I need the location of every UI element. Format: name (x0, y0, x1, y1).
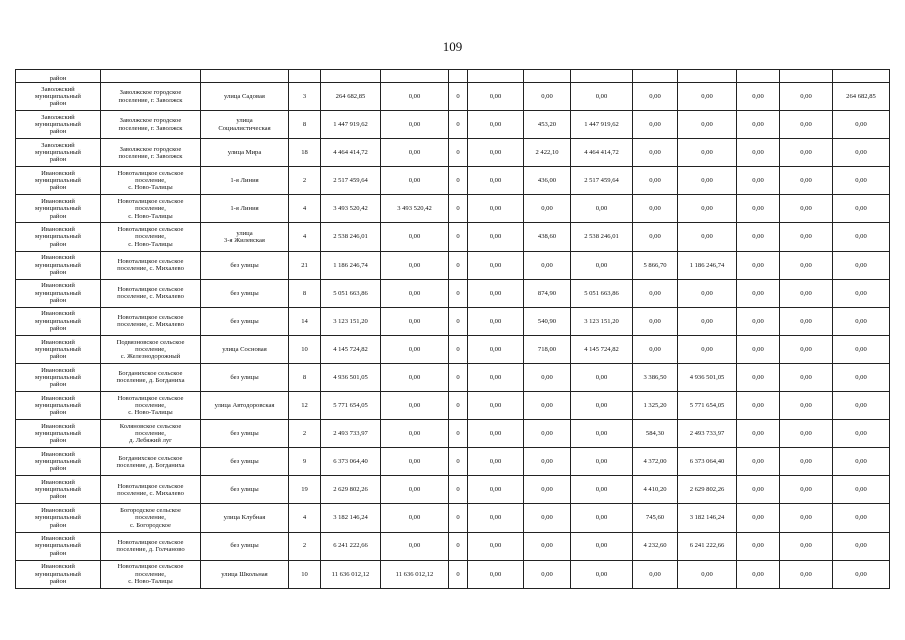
col13-cell: 0,00 (737, 392, 780, 420)
col14-cell: 0,00 (780, 560, 833, 588)
col13-cell: 0,00 (737, 532, 780, 560)
col13-cell: 0,00 (737, 223, 780, 251)
settlement-cell: Новоталицкое сельское поселение, с. Ново-Талицы (101, 392, 201, 420)
street-cell: без улицы (201, 476, 289, 504)
settlement-cell: Новоталицкое сельское поселение, д. Голчаново (101, 532, 201, 560)
col9-cell: 453,20 (524, 111, 571, 139)
settlement-cell: Богданихское сельское поселение, д. Богданиха (101, 363, 201, 391)
street-cell: улица Садовая (201, 83, 289, 111)
col15-cell: 0,00 (833, 420, 890, 448)
col6-cell: 0,00 (381, 111, 449, 139)
settlement-cell: Новоталицкое сельское поселение, с. Ново-Талицы (101, 195, 201, 223)
col15-cell: 264 682,85 (833, 83, 890, 111)
col8-cell: 0,00 (468, 139, 524, 167)
table-row (16, 363, 890, 391)
table-row (16, 476, 890, 504)
col10-cell: 0,00 (571, 504, 633, 532)
col14-cell: 0,00 (780, 139, 833, 167)
district-cell: Ивановский муниципальный район (16, 560, 101, 588)
col10-cell: 0,00 (571, 392, 633, 420)
total-cost-cell: 4 936 501,05 (321, 363, 381, 391)
district-cell: район (16, 70, 101, 83)
col12-cell: 0,00 (678, 139, 737, 167)
house-number-cell: 8 (289, 279, 321, 307)
col15-cell: 0,00 (833, 448, 890, 476)
total-cost-cell: 4 145 724,82 (321, 335, 381, 363)
settlement-cell: Заволжское городское поселение, г. Заволжск (101, 111, 201, 139)
col9-cell: 718,00 (524, 335, 571, 363)
col12-cell: 0,00 (678, 167, 737, 195)
col9-cell: 0,00 (524, 195, 571, 223)
col6-cell: 0,00 (381, 251, 449, 279)
col9-cell: 0,00 (524, 363, 571, 391)
col9-cell: 436,00 (524, 167, 571, 195)
col15-cell: 0,00 (833, 335, 890, 363)
col8-cell: 0,00 (468, 251, 524, 279)
district-cell: Ивановский муниципальный район (16, 476, 101, 504)
settlement-cell: Новоталицкое сельское поселение, с. Михалево (101, 476, 201, 504)
total-cost-cell: 11 636 012,12 (321, 560, 381, 588)
district-cell: Заволжский муниципальный район (16, 83, 101, 111)
col14-cell: 0,00 (780, 476, 833, 504)
street-cell: без улицы (201, 279, 289, 307)
col7-cell: 0 (449, 83, 468, 111)
street-cell: улица Школьная (201, 560, 289, 588)
col11-cell: 3 386,50 (633, 363, 678, 391)
total-cost-cell: 5 771 654,05 (321, 392, 381, 420)
col12-cell: 0,00 (678, 223, 737, 251)
col15-cell: 0,00 (833, 363, 890, 391)
house-number-cell: 2 (289, 420, 321, 448)
table-row (16, 392, 890, 420)
col11-cell: 0,00 (633, 307, 678, 335)
col14-cell: 0,00 (780, 167, 833, 195)
table-row (16, 83, 890, 111)
col14-cell: 0,00 (780, 251, 833, 279)
col9-cell: 0,00 (524, 251, 571, 279)
col14-cell: 0,00 (780, 420, 833, 448)
house-number-cell: 19 (289, 476, 321, 504)
col12-cell: 0,00 (678, 307, 737, 335)
col6-cell: 0,00 (381, 167, 449, 195)
col10-cell: 2 538 246,01 (571, 223, 633, 251)
col9-cell: 540,90 (524, 307, 571, 335)
col7-cell: 0 (449, 476, 468, 504)
col10-cell: 0,00 (571, 420, 633, 448)
col6-cell: 0,00 (381, 279, 449, 307)
col11-cell: 0,00 (633, 139, 678, 167)
col8-cell: 0,00 (468, 448, 524, 476)
col8-cell: 0,00 (468, 532, 524, 560)
col13-cell: 0,00 (737, 560, 780, 588)
col13-cell: 0,00 (737, 83, 780, 111)
street-cell: улица Мира (201, 139, 289, 167)
district-cell: Ивановский муниципальный район (16, 363, 101, 391)
house-number-cell: 14 (289, 307, 321, 335)
table-row-continued (16, 70, 890, 83)
table-row (16, 560, 890, 588)
col15-cell: 0,00 (833, 167, 890, 195)
house-number-cell: 4 (289, 504, 321, 532)
district-cell: Ивановский муниципальный район (16, 251, 101, 279)
table-row (16, 279, 890, 307)
col6-cell: 0,00 (381, 448, 449, 476)
col10-cell: 4 145 724,82 (571, 335, 633, 363)
district-cell: Ивановский муниципальный район (16, 392, 101, 420)
col11-cell: 0,00 (633, 195, 678, 223)
house-number-cell: 10 (289, 335, 321, 363)
col7-cell: 0 (449, 223, 468, 251)
col11-cell: 4 232,60 (633, 532, 678, 560)
house-number-cell: 8 (289, 111, 321, 139)
table-row (16, 335, 890, 363)
col15-cell: 0,00 (833, 111, 890, 139)
settlement-cell: Новоталицкое сельское поселение, с. Михалево (101, 251, 201, 279)
total-cost-cell: 1 447 919,62 (321, 111, 381, 139)
col11-cell: 0,00 (633, 83, 678, 111)
house-number-cell: 8 (289, 363, 321, 391)
col8-cell: 0,00 (468, 335, 524, 363)
col9-cell: 874,90 (524, 279, 571, 307)
col11-cell: 0,00 (633, 335, 678, 363)
col13-cell: 0,00 (737, 139, 780, 167)
street-cell: без улицы (201, 363, 289, 391)
street-cell: улица 3-я Жилевская (201, 223, 289, 251)
settlement-cell: Коляновское сельское поселение, д. Лебяжий луг (101, 420, 201, 448)
col10-cell: 2 517 459,64 (571, 167, 633, 195)
col7-cell: 0 (449, 111, 468, 139)
col14-cell: 0,00 (780, 335, 833, 363)
col6-cell: 0,00 (381, 223, 449, 251)
col12-cell: 0,00 (678, 111, 737, 139)
table-row (16, 420, 890, 448)
col14-cell: 0,00 (780, 532, 833, 560)
street-cell: без улицы (201, 532, 289, 560)
street-cell: без улицы (201, 251, 289, 279)
col11-cell: 4 410,20 (633, 476, 678, 504)
house-number-cell: 9 (289, 448, 321, 476)
col13-cell: 0,00 (737, 448, 780, 476)
street-cell: 1-я Линия (201, 167, 289, 195)
col6-cell: 0,00 (381, 532, 449, 560)
col8-cell: 0,00 (468, 83, 524, 111)
col15-cell: 0,00 (833, 560, 890, 588)
col10-cell: 0,00 (571, 560, 633, 588)
col6-cell: 0,00 (381, 335, 449, 363)
total-cost-cell: 2 517 459,64 (321, 167, 381, 195)
table-row (16, 139, 890, 167)
col7-cell: 0 (449, 139, 468, 167)
col14-cell: 0,00 (780, 279, 833, 307)
col6-cell: 0,00 (381, 504, 449, 532)
district-cell: Ивановский муниципальный район (16, 279, 101, 307)
district-cell: Ивановский муниципальный район (16, 167, 101, 195)
col10-cell: 0,00 (571, 251, 633, 279)
col8-cell: 0,00 (468, 111, 524, 139)
col6-cell: 0,00 (381, 307, 449, 335)
district-cell: Ивановский муниципальный район (16, 195, 101, 223)
total-cost-cell: 1 186 246,74 (321, 251, 381, 279)
col6-cell: 0,00 (381, 139, 449, 167)
col11-cell: 0,00 (633, 223, 678, 251)
house-number-cell: 4 (289, 223, 321, 251)
col6-cell: 0,00 (381, 83, 449, 111)
col8-cell: 0,00 (468, 420, 524, 448)
col10-cell: 0,00 (571, 532, 633, 560)
col9-cell: 0,00 (524, 476, 571, 504)
district-cell: Заволжский муниципальный район (16, 111, 101, 139)
col13-cell: 0,00 (737, 251, 780, 279)
col11-cell: 1 325,20 (633, 392, 678, 420)
col7-cell: 0 (449, 420, 468, 448)
col12-cell: 0,00 (678, 560, 737, 588)
col14-cell: 0,00 (780, 83, 833, 111)
col7-cell: 0 (449, 167, 468, 195)
settlement-cell: Богородское сельское поселение, с. Богородское (101, 504, 201, 532)
district-cell: Заволжский муниципальный район (16, 139, 101, 167)
col10-cell: 0,00 (571, 448, 633, 476)
total-cost-cell: 264 682,85 (321, 83, 381, 111)
col8-cell: 0,00 (468, 223, 524, 251)
settlement-cell: Новоталицкое сельское поселение, с. Михалево (101, 307, 201, 335)
table-row (16, 195, 890, 223)
col12-cell: 6 373 064,40 (678, 448, 737, 476)
col8-cell: 0,00 (468, 476, 524, 504)
col12-cell: 0,00 (678, 83, 737, 111)
col11-cell: 0,00 (633, 111, 678, 139)
col13-cell: 0,00 (737, 363, 780, 391)
col9-cell: 0,00 (524, 560, 571, 588)
col6-cell: 3 493 520,42 (381, 195, 449, 223)
col9-cell: 438,60 (524, 223, 571, 251)
settlement-cell: Новоталицкое сельское поселение, с. Ново-Талицы (101, 560, 201, 588)
col9-cell: 0,00 (524, 532, 571, 560)
district-cell: Ивановский муниципальный район (16, 307, 101, 335)
col14-cell: 0,00 (780, 392, 833, 420)
col15-cell: 0,00 (833, 392, 890, 420)
col7-cell: 0 (449, 195, 468, 223)
settlement-cell: Новоталицкое сельское поселение, с. Михалево (101, 279, 201, 307)
col10-cell: 5 051 663,86 (571, 279, 633, 307)
col12-cell: 1 186 246,74 (678, 251, 737, 279)
house-number-cell: 2 (289, 532, 321, 560)
col8-cell: 0,00 (468, 392, 524, 420)
street-cell: улица Социалистическая (201, 111, 289, 139)
total-cost-cell: 6 241 222,66 (321, 532, 381, 560)
col15-cell: 0,00 (833, 476, 890, 504)
col10-cell: 0,00 (571, 195, 633, 223)
col10-cell: 1 447 919,62 (571, 111, 633, 139)
col7-cell: 0 (449, 448, 468, 476)
table-row (16, 251, 890, 279)
col12-cell: 0,00 (678, 195, 737, 223)
house-number-cell: 3 (289, 83, 321, 111)
table-row (16, 223, 890, 251)
col7-cell: 0 (449, 560, 468, 588)
col13-cell: 0,00 (737, 279, 780, 307)
settlement-cell: Новоталицкое сельское поселение, с. Ново-Талицы (101, 167, 201, 195)
col9-cell: 0,00 (524, 448, 571, 476)
table-row (16, 307, 890, 335)
col7-cell: 0 (449, 251, 468, 279)
col11-cell: 5 866,70 (633, 251, 678, 279)
col14-cell: 0,00 (780, 504, 833, 532)
street-cell: без улицы (201, 420, 289, 448)
col12-cell: 3 182 146,24 (678, 504, 737, 532)
col13-cell: 0,00 (737, 111, 780, 139)
col13-cell: 0,00 (737, 167, 780, 195)
col15-cell: 0,00 (833, 195, 890, 223)
col11-cell: 0,00 (633, 167, 678, 195)
col13-cell: 0,00 (737, 335, 780, 363)
col15-cell: 0,00 (833, 223, 890, 251)
house-number-cell: 12 (289, 392, 321, 420)
col6-cell: 0,00 (381, 420, 449, 448)
col13-cell: 0,00 (737, 307, 780, 335)
col13-cell: 0,00 (737, 504, 780, 532)
total-cost-cell: 3 493 520,42 (321, 195, 381, 223)
district-cell: Ивановский муниципальный район (16, 223, 101, 251)
col10-cell: 0,00 (571, 476, 633, 504)
col14-cell: 0,00 (780, 111, 833, 139)
col15-cell: 0,00 (833, 307, 890, 335)
col6-cell: 11 636 012,12 (381, 560, 449, 588)
total-cost-cell: 3 182 146,24 (321, 504, 381, 532)
district-cell: Ивановский муниципальный район (16, 335, 101, 363)
col8-cell: 0,00 (468, 307, 524, 335)
col7-cell: 0 (449, 307, 468, 335)
table-row (16, 167, 890, 195)
col11-cell: 584,30 (633, 420, 678, 448)
total-cost-cell: 2 493 733,97 (321, 420, 381, 448)
street-cell: улица Автодоровская (201, 392, 289, 420)
col12-cell: 6 241 222,66 (678, 532, 737, 560)
col11-cell: 0,00 (633, 560, 678, 588)
page-number: 109 (442, 39, 463, 54)
col12-cell: 0,00 (678, 279, 737, 307)
col12-cell: 2 629 802,26 (678, 476, 737, 504)
table-row (16, 504, 890, 532)
col6-cell: 0,00 (381, 363, 449, 391)
col13-cell: 0,00 (737, 195, 780, 223)
col8-cell: 0,00 (468, 167, 524, 195)
settlement-cell: Заволжское городское поселение, г. Заволжск (101, 83, 201, 111)
col15-cell: 0,00 (833, 139, 890, 167)
col12-cell: 0,00 (678, 335, 737, 363)
col10-cell: 4 464 414,72 (571, 139, 633, 167)
col6-cell: 0,00 (381, 392, 449, 420)
col9-cell: 0,00 (524, 420, 571, 448)
settlement-cell: Заволжское городское поселение, г. Заволжск (101, 139, 201, 167)
district-cell: Ивановский муниципальный район (16, 448, 101, 476)
col10-cell: 3 123 151,20 (571, 307, 633, 335)
col14-cell: 0,00 (780, 448, 833, 476)
table-row (16, 448, 890, 476)
col11-cell: 0,00 (633, 279, 678, 307)
col8-cell: 0,00 (468, 504, 524, 532)
col7-cell: 0 (449, 504, 468, 532)
col9-cell: 0,00 (524, 504, 571, 532)
house-number-cell: 10 (289, 560, 321, 588)
col15-cell: 0,00 (833, 279, 890, 307)
house-number-cell: 4 (289, 195, 321, 223)
district-cell: Ивановский муниципальный район (16, 532, 101, 560)
col7-cell: 0 (449, 335, 468, 363)
col15-cell: 0,00 (833, 504, 890, 532)
settlement-cell: Богданихское сельское поселение, д. Богданиха (101, 448, 201, 476)
total-cost-cell: 5 051 663,86 (321, 279, 381, 307)
street-cell: 1-я Линия (201, 195, 289, 223)
house-number-cell: 18 (289, 139, 321, 167)
col8-cell: 0,00 (468, 279, 524, 307)
col11-cell: 745,60 (633, 504, 678, 532)
col7-cell: 0 (449, 363, 468, 391)
col13-cell: 0,00 (737, 476, 780, 504)
col12-cell: 4 936 501,05 (678, 363, 737, 391)
col6-cell: 0,00 (381, 476, 449, 504)
col14-cell: 0,00 (780, 363, 833, 391)
street-cell: без улицы (201, 448, 289, 476)
col12-cell: 2 493 733,97 (678, 420, 737, 448)
total-cost-cell: 3 123 151,20 (321, 307, 381, 335)
col10-cell: 0,00 (571, 363, 633, 391)
col14-cell: 0,00 (780, 307, 833, 335)
col9-cell: 0,00 (524, 392, 571, 420)
col8-cell: 0,00 (468, 560, 524, 588)
settlement-cell: Новоталицкое сельское поселение, с. Ново-Талицы (101, 223, 201, 251)
col8-cell: 0,00 (468, 195, 524, 223)
col9-cell: 0,00 (524, 83, 571, 111)
street-cell: улица Клубная (201, 504, 289, 532)
col7-cell: 0 (449, 392, 468, 420)
col7-cell: 0 (449, 532, 468, 560)
district-cell: Ивановский муниципальный район (16, 504, 101, 532)
col9-cell: 2 422,10 (524, 139, 571, 167)
table-row (16, 111, 890, 139)
total-cost-cell: 2 538 246,01 (321, 223, 381, 251)
col15-cell: 0,00 (833, 251, 890, 279)
col8-cell: 0,00 (468, 363, 524, 391)
house-number-cell: 2 (289, 167, 321, 195)
street-cell: без улицы (201, 307, 289, 335)
total-cost-cell: 4 464 414,72 (321, 139, 381, 167)
settlement-cell: Подвязновское сельское поселение, с. Железнодорожный (101, 335, 201, 363)
col15-cell: 0,00 (833, 532, 890, 560)
col10-cell: 0,00 (571, 83, 633, 111)
col11-cell: 4 372,00 (633, 448, 678, 476)
table-row (16, 532, 890, 560)
street-cell: улица Сосновая (201, 335, 289, 363)
register-table (15, 69, 890, 589)
col7-cell: 0 (449, 279, 468, 307)
house-number-cell: 21 (289, 251, 321, 279)
col13-cell: 0,00 (737, 420, 780, 448)
total-cost-cell: 6 373 064,40 (321, 448, 381, 476)
col14-cell: 0,00 (780, 223, 833, 251)
col12-cell: 5 771 654,05 (678, 392, 737, 420)
total-cost-cell: 2 629 802,26 (321, 476, 381, 504)
col14-cell: 0,00 (780, 195, 833, 223)
district-cell: Ивановский муниципальный район (16, 420, 101, 448)
